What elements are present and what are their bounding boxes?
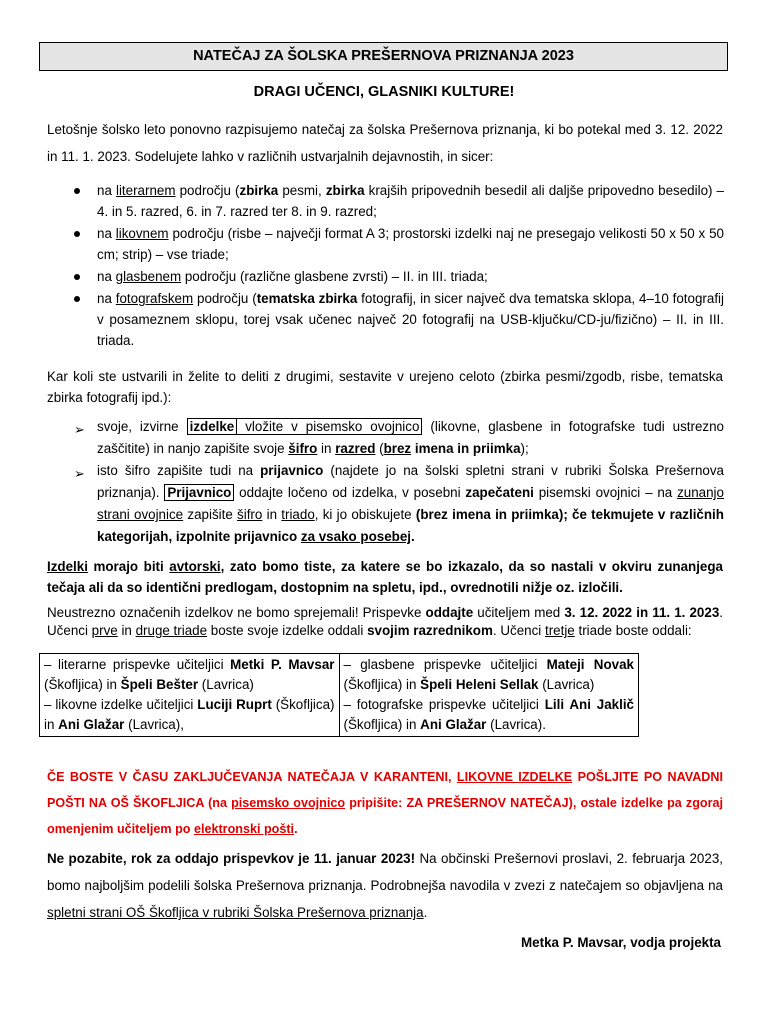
deadline-paragraph: Neustrezno označenih izdelkov ne bomo sprejemali! Prispevke oddajte učiteljem med 3. 12. 2022 in 11. 1. 2023. Učenci prve in druge triade boste svoje izdelke oddali svojim razrednikom. Učenci tretje triade boste oddali: (47, 605, 723, 638)
reminder-paragraph: Ne pozabite, rok za oddajo prispevkov je 11. januar 2023! Na občinski Prešernovi proslavi, 2. februarja 2023, bomo najboljšim podelili šolska Prešernova priznanja. Podrobnejša navodila v zvezi z natečajem so objavljena na spletni strani OŠ Škofljica v rubriki Šolska Prešernova priznanja. (47, 851, 723, 920)
signature: Metka P. Mavsar, vodja projekta (521, 935, 721, 950)
table-cell-left: – literarne prispevke učiteljici Metki P. Mavsar (Škofljica) in Špeli Bešter (Lavrica) – likovne izdelke učiteljici Luciji Ruprt (Škofljica) in Ani Glažar (Lavrica), (40, 654, 340, 737)
instructions-list (50, 416, 724, 548)
greeting-heading: DRAGI UČENCI, GLASNIKI KULTURE! (253, 84, 515, 100)
arrow-bullet-icon: ➢ (74, 422, 85, 437)
category-list (50, 180, 724, 352)
list-item-photo: na fotografskem področju (tematska zbirka fotografij, in sicer največ dva tematska sklopa, 4–10 fotografij v posameznem sklopu, torej vsak učenec največ 20 fotografij na USB-ključku/CD-ju/fizično) – II. in III. triada. (50, 288, 724, 351)
table-row (40, 654, 639, 737)
teachers-table (39, 653, 639, 737)
arrow-bullet-icon: ➢ (74, 466, 85, 481)
authorship-paragraph: Izdelki morajo biti avtorski, zato bomo tiste, za katere se bo izkazalo, da so nastali v okviru zunanjega tečaja ali da so identični predlogam, dostopnim na spletu, ipd., ovrednotili nižje oz. izločili. (47, 559, 723, 595)
table-cell-right: – glasbene prispevke učiteljici Mateji Novak (Škofljica) in Špeli Heleni Sellak (Lavrica) – fotografske prispevke učiteljici Lili Ani Jaklič (Škofljica) in Ani Glažar (Lavrica). (339, 654, 639, 737)
instruction-item-application: ➢ isto šifro zapišite tudi na prijavnico (najdete jo na šolski spletni strani v rubriki Šolska Prešernova priznanja). Prijavnico oddajte ločeno od izdelka, v posebni zapečateni pisemski ovojnici – na zunanjo strani ovojnice zapišite šifro in triado, ki jo obiskujete (brez imena in priimka); če tekmujete v različnih kategorijah, izpolnite prijavnico za vsako posebej. (74, 463, 725, 544)
instruction-item-envelope: ➢ svoje, izvirne izdelke vložite v pisemsko ovojnico (likovne, glasbene in fotografske tudi ustrezno zaščitite) in nanjo zapišite svoje šifro in razred (brez imena in priimka); (74, 419, 725, 456)
quarantine-notice: ČE BOSTE V ČASU ZAKLJUČEVANJA NATEČAJA V KARANTENI, LIKOVNE IZDELKE POŠLJITE PO NAVADNI POŠTI NA OŠ ŠKOFLJICA (na pisemsko ovojnico pripišite: ZA PREŠERNOV NATEČAJ), ostale izdelke pa zgoraj omenjenim učiteljem po elektronski pošti. (47, 770, 723, 836)
list-item-literary: na literarnem področju (zbirka pesmi, zbirka krajših pripovednih besedil ali daljše pripovedno besedilo) – 4. in 5. razred, 6. in 7. razred ter 8. in 9. razred; (50, 180, 724, 222)
intro-paragraph: Letošnje šolsko leto ponovno razpisujemo natečaj za šolska Prešernova priznanja, ki bo potekal med 3. 12. 2022 in 11. 1. 2023. Sodelujete lahko v različnih ustvarjalnih dejavnostih, in sicer: (47, 122, 723, 164)
list-item-music: na glasbenem področju (različne glasbene zvrsti) – II. in III. triada; (50, 266, 724, 287)
list-item-art: na likovnem področju (risbe – največji format A 3; prostorski izdelki naj ne presegajo velikosti 50 x 50 x 50 cm; strip) – vse triade; (50, 223, 724, 265)
document-title: NATEČAJ ZA ŠOLSKA PREŠERNOVA PRIZNANJA 2023 (39, 42, 728, 71)
assemble-paragraph: Kar koli ste ustvarili in želite to deliti z drugimi, sestavite v urejeno celoto (zbirka pesmi/zgodb, risbe, tematska zbirka fotografij ipd.): (47, 369, 723, 405)
